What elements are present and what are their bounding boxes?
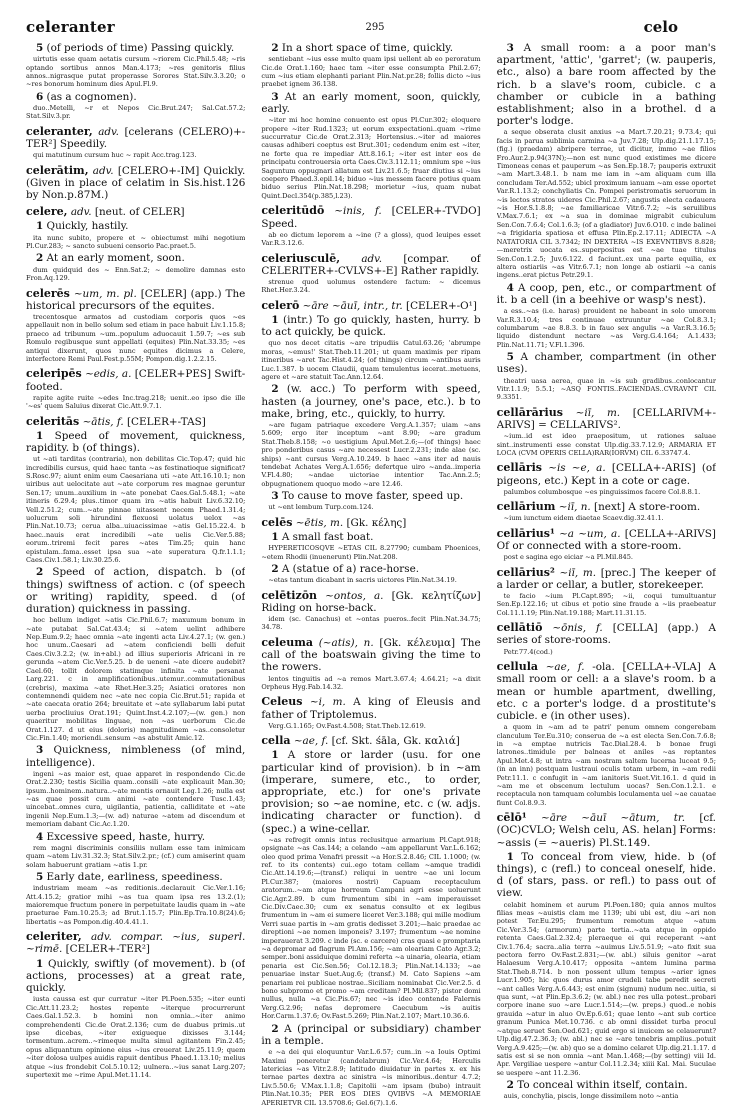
grammar-label: ~ōnis, f. (552, 622, 603, 635)
entry-head (261, 696, 480, 720)
citations: strenue quod uolumus ostendere factum: ~ dicemus Rhet.Her.3.24. (261, 277, 481, 295)
dictionary-entry (261, 300, 480, 512)
entry-head (497, 661, 716, 722)
dictionary-entry (26, 931, 245, 1079)
dictionary-entry (26, 206, 245, 282)
grammar-label: ~um, m. pl. (73, 287, 137, 300)
sense-definition (261, 314, 480, 338)
sense-text: A (principal or subsidiary) chamber in a temple. (261, 1022, 481, 1047)
citations: rapite agite ruite ~edes Inc.trag.218; uenit..eo ipso die ille '~es' quem Saluius dixerat Cic.Att.9.7.1. (26, 393, 246, 411)
citations: ~as refregit omnis intus reclusitque armarium Pl.Capt.918; opsignate ~as Cas.144; a celando ~am appellarunt Var.L.6.162; oleo quod prima Venafri pressit ~a Hor.S.2.8.46; CIL 1.1000; (w. ref. to its contents) cui..ego totam cellam ~amque tradidi Cic.Att.14.19.6;—(transf.) reliqui in uentre ~ae uni locum Pl.Cur.387; (maiores nostri) Capuam receptaculum aratorum..~am atque horreum Campani agri esse uoluerunt Cic.Agr.2.89. b cum frumentum sibi in ~am imperauisset Cic.Div.Caec.30; cum ex senatus consulto et ex legibus frumentum in ~am ei sumere liceret Ver.3.188; qui mille modium Verri suae partis in ~am gratis dedisset 3.201;—haic praedae ac direptioni ~ae nomen imponeis? 3.197; frumentum ~ae nomine imperauerat 3.209. c inde (sc. e carcere) cras quasi e promptaria ~a depromar ad flagrum Pl.Am.156; ~am oleariam Cato Agr.3.2; semper..boni assiduique domini referta ~a uinaria, olearia, etiam penaria est Cic.Sen.56; Col.12.18.3; Plin.Nat.14.133; ~ae penuariae instar Suet.Aug.6; (transf.) M. Cato Sapiens ~am penariam rei publicae nostrae..Siciliam nominabat Cic.Ver.2.5. d bono subpromo et promo ~am creditam? Pl.Mil.837; pistor domi nullus, nulla ~a Cic.Pis.67; nec ~is ideo contende Falernis Verg.G.2.96; nefas depromere Caecubum ~is auitis Hor.Carm.1.37.6; Ov.Fast.5.269; Plin.Nat.2.107; Mart.10.36.6. (261, 835, 481, 1021)
etymology-definition: [Gk. κελητίζων] Riding on horse-back. (261, 589, 481, 614)
citations: uirtutis esse quam aetatis cursum ~riorem Cic.Phil.5.48; ~ris optando sortibus annos Man.4.173; ~res genitoris filius annos..nigrasque putat properasse Sorores Stat.Silv.3.3.20; o ~res bonorum hominum dies Apul.Fl.9. (26, 55, 246, 89)
citations: Petr.77.4(cod.) (503, 647, 553, 656)
etymology-definition: [CELER+-TER²] (65, 943, 150, 956)
sense-number: 1 (271, 749, 279, 762)
etymology-definition: [CELER+-TAS] (127, 415, 206, 428)
sense-definition (26, 220, 245, 232)
grammar-label: (~atis), n. (318, 636, 374, 649)
citations: ~ium iunctum eidem diaetae Scaev.dig.32.41.1. (503, 514, 664, 523)
sense-text: To conceal within itself, contain. (517, 1079, 688, 1092)
etymology-definition: [prec.] The keeper of a larder or cellar, a butler, storekeeper. (496, 566, 716, 591)
entry-head (26, 288, 245, 312)
dictionary-entry (26, 416, 245, 927)
entry-head (261, 253, 480, 277)
headword: celeripēs (26, 367, 82, 381)
dictionary-entry (261, 696, 480, 730)
citations: ab eo dictum leporem a ~ine (? a gloss), quod leuipes esset Var.R.3.12.6. (261, 230, 481, 248)
entry-head (261, 205, 480, 229)
sense-text: A coop, pen, etc., or compartment of it. b a cell (in a beehive or wasp's nest). (496, 281, 716, 306)
dictionary-entry (497, 501, 716, 523)
entry-head (261, 517, 480, 529)
sense-definition (497, 1079, 716, 1091)
dictionary-entry (497, 462, 716, 496)
sense-definition (26, 958, 245, 995)
headword: celēs (261, 515, 293, 529)
etymology-definition: [CELER+-TVDO] Speed. (261, 205, 481, 230)
etymology-definition: [next] A store-room. (594, 501, 701, 514)
etymology-definition: [CELER+-O¹] (406, 299, 477, 312)
headword: cellāris (496, 461, 543, 475)
sense-definition (261, 749, 480, 834)
sense-number: 2 (271, 42, 279, 54)
grammar-label: adv. (361, 252, 383, 265)
sense-text: A chamber, compartment (in other uses). (496, 351, 716, 376)
sense-text: To cause to move faster, speed up. (281, 490, 464, 503)
sense-number: 2 (36, 566, 44, 579)
column-2 (261, 40, 480, 1112)
sense-definition (26, 744, 245, 768)
sense-definition (261, 42, 480, 54)
headword: cellula (496, 660, 539, 674)
dictionary-entry (26, 126, 245, 160)
headword: celeritās (26, 414, 80, 428)
sense-text: (as a cognomen). (46, 90, 137, 103)
grammar-label: ~āre ~āuī, intr., tr. (302, 299, 403, 312)
headword: cellārārius (496, 405, 563, 419)
grammar-label: adv. (70, 206, 92, 219)
sense-definition (26, 566, 245, 615)
citations: hoc bellum indiget ~atis Cic.Phil.6.7; maxumum bonum in ~ate putabat Sal.Cat.43.4; si ~atem uelint adhibere Nep.Eum.9.2; haec omnia ~ate ingenti acta Liv.4.27.1; (w. gen.) hoc unum..Caesari ad ~atem conficiendi belli defuit Caes.Civ.3.2.2; (w. in+abl.) ad illius superioris Africani in re gerunda ~atem Cic.Ver.5.25. b de ueneni ~ate dicere audebit? Cael.60; tollit dolorem statimque infinita ~ate persanat Larg.221. c in amplificationibus..utemur..commutationibus (crebris), maxima ~ate Rhet.Her.3.25; Asiatici oratores non contemnendi quidem nec ~ate nec copia Cic.Brut.51; rapida et ~ate caecata oratio 264; breuitate et ~ate syllabarum labi putat uerba procliuius Orat.191; Quint.Inst.4.2.107;—(w. gen.) non quaeritur mobilitas linguae, non ~as uerborum Cic.de Orat.1.127. d ut eius (doloris) magnitudinem ~as..consoletur Cic.Fin.1.40; moriendi..sensum ~as abstulit Amic.12. (26, 616, 246, 742)
sense-definition (497, 851, 716, 900)
etymology-definition: [CELLARIVM+-ARIVS] = CELLARIVS². (496, 406, 716, 431)
headword: celeriter, (26, 930, 82, 944)
headword: Celeus (261, 695, 303, 709)
sense-text: A small room: a a poor man's apartment, 'attic', 'garret'; (w. pauperis, etc., also) a bare room affected by the rich. b a slave's room, cubicle. c a chamber or cubicle in a bathing establishment; also in a brothel. d a porter's lodge. (496, 42, 716, 128)
entry-head (261, 300, 480, 312)
headword: celerātim, (26, 163, 89, 177)
sense-definition (497, 351, 716, 375)
citations: sentiebant ~ius esse multo quam ipsi uellent ab eo peroratum Cic.de Orat.1.160; haec tam ~iter esse consumpta Phil.2.67; cum ~ius etiam elephanti pariant Plin.Nat.pr.28; follis dicto ~ius praebet ignem 36.138. (261, 55, 481, 89)
dictionary-entry (261, 517, 480, 585)
sense-text: A (statue of a) race-horse. (281, 563, 420, 576)
sense-text: At an early moment, soon, quickly, early. (261, 90, 481, 116)
column-1 (26, 40, 245, 1112)
etymology-definition: [cf. (OC)CVLO; Welsh celu, AS. helan] Forms: ~assis (= ~aueris) Pl.St.149. (496, 812, 716, 849)
sense-text: Excessive speed, haste, hurry. (46, 830, 206, 843)
sense-text: (w. acc.) To perform with speed, hasten (a journey, one's pace, etc.). b to make, bring, etc., quickly, to hurry. (261, 383, 481, 420)
grammar-label: ~edis, a. (85, 368, 132, 381)
citations: e ~a dei qui eloquuntur Var.L.6.57; cum..in ~a Iouis Optimi Maximi poneretur (candelabrum) Cic.Ver.4.64; Herculis latericias ~as Vitr.2.8.9; latitudo diuidatur in partes x. ex his ternae partes dextra ac sinistra ~is minoribus..dentur 4.7.2; Liv.5.50.6; V.Max.1.1.8; Capitolii ~am ipsam (bubo) intrauit Plin.Nat.10.35; PER EOS DIES QVIBVS ~A MEMORIAE APERIETVR CIL 13.5708.6; Gel.6(7).1.6. (261, 1048, 481, 1107)
sense-text: Speed of movement, quickness, rapidity. b (of things). (26, 429, 246, 454)
citations: theatri uasa aerea, quae in ~is sub gradibus..conlocantur Vitr.1.1.9; 5.5.1; ~ASQ FONTIS..FACIENDAS..CVRAVNT CIL 9.3351. (496, 376, 716, 402)
entry-head (497, 462, 716, 486)
headword: cellārius¹ (496, 526, 555, 540)
citations: duo..Metelli, ~r et Nepos Cic.Brut.247; Sal.Cat.57.2; Stat.Silv.3.pr. (26, 104, 246, 121)
sense-text: (intr.) To go quickly, hasten, hurry. b to act quickly, be quick. (261, 313, 481, 339)
sense-definition (261, 563, 480, 575)
entry-head (261, 590, 480, 614)
citations: ut ~ent lembum Turp.com.124. (268, 503, 374, 512)
sense-number: 4 (36, 830, 44, 843)
headword: celerō (261, 298, 300, 312)
grammar-label: ~āre ~āuī ~ātum, tr. (540, 812, 686, 825)
sense-number: 5 (36, 42, 44, 54)
headword: cēlō¹ (496, 811, 527, 825)
grammar-label: ~iī, m. (559, 566, 597, 579)
citations: te facio ~ium Pl.Capt.895; ~ii, coqui tumultuantur Sen.Ep.122.16; ut cibus et potio sine fraude a ~iis praebeatur Col.11.1.19; Plin.Nat.19.188; Mart.11.31.15. (496, 592, 716, 617)
sense-number: 1 (36, 429, 44, 442)
sense-text: To conceal from view, hide. b (of things), c (refl.) to conceal oneself, hide. d (of stars, pass. or refl.) to pass out of view. (496, 850, 716, 900)
sense-text: In a short space of time, quickly. (281, 42, 454, 54)
entry-head (261, 637, 480, 674)
grammar-label: ~i, m. (309, 696, 346, 709)
grammar-label: adv. (92, 164, 114, 177)
dictionary-entry (497, 812, 716, 1101)
citations: ~iter mi hoc homine conuento est opus Pl.Cur.302; eloquere propere ~iter Rud.1323; ut eorum exspectationi..quam ~rime succurratur Cic.de Orat.2.313; Hortensius..~iter ad maiores causas adhiberi coeptus est Brut.301; cedendum enim est ~iter, ne forte qua re impediar Att.8.16.1; ~iter est inter eos de principatu controuersia orta Caes.Civ.3.112.11; omnium spe ~ius Saguntum oppugnari allatum est Liv.21.6.5; fruar diutius si ~ius coepero Phaed.3.epil.14; biduo ~ius messem facere potius quam biduo serius Plin.Nat.18.298; morietur ~ius, quam nubat Quint.Decl.354(p.385,l.23). (261, 116, 481, 200)
dictionary-entry (261, 205, 480, 247)
grammar-label: ~ontos, a. (325, 589, 384, 602)
citations: qui matutinum cursum huc ~ rapit Acc.trag.123. (33, 151, 197, 160)
entry-head (497, 407, 716, 431)
sense-definition (497, 282, 716, 306)
sense-number: 4 (506, 281, 514, 294)
sense-number: 2 (271, 1022, 279, 1035)
etymology-definition: [CELER+PES] Swift-footed. (26, 368, 246, 393)
grammar-label: ~ātis, f. (82, 415, 124, 428)
sense-text: (of periods of time) Passing quickly. (46, 42, 235, 54)
citations: HYPERETICOSQVE ~ETAS CIL 8.27790; cumbam Phoenices, ~etem Rhodii (inuenerunt) Plin.Nat.208. (261, 544, 481, 561)
citations: trecentosque armatos ad custodiam corporis quos ~es appellauit non in bello solum sed etiam in pace habuit Liv.1.15.8; praeco ad tribunum ~um..populum aduocauit 1.59.7; ~es sub Romulo regibusque sunt appellati (equites) Plin.Nat.33.35; ~es antiqui dixerunt, quos nunc equites dicimus a Celere, interfectore Remi Paul.Fest.p.55M; Pompon.dig.1.2.2.15. (26, 312, 246, 363)
guide-word-first: celeranter (26, 18, 115, 36)
headword: cella (261, 734, 291, 748)
dictionary-entry (261, 253, 480, 295)
grammar-label: ~iī, n. (558, 501, 591, 514)
entry-head (26, 931, 245, 955)
headword: celerēs (26, 286, 70, 300)
citations: a quom in ~am ad te patri' penum omnem congerebam clanculum Ter.Eu.310; conserua de ~a est electa Sen.Con.7.6.8; in ~a emptae nutricis Tac.Dial.28.4. b bonae frugi latrones..timidule per balneas et aniles ~as reptantes Apul.Met.4.8; ut intra ~am nostram saltem lucerna luceat 9.5; (in an inn) postquam lustraui oculis totam urbem, in ~am redii Petr.11.1. c confugit in ~am ianitoris Suet.Vit.16.1. d quid in ~am me et obscenum lectulum uocas? Sen.Con.1.2.1. e receptacula non tamquam columbis loculamenta uel ~ae cauatae fiunt Col.8.9.3. (496, 723, 716, 807)
running-head (0, 0, 750, 40)
headword: celeranter, (26, 124, 93, 138)
sense-number: 1 (506, 850, 514, 863)
dictionary-entry (497, 528, 716, 562)
sense-text: Early date, earliness, speediness. (46, 871, 223, 884)
headword: celeriusculē, (261, 251, 341, 265)
citations: ~ium..id est ideo praepositum, ut rationes saluae sint..instrumenti esse constat Ulp.dig.33.7.12.9; ARMARIA ET LOCA (CVM OPERIS CELLA)RAR(IORVM) CIL 6.33747.4. (496, 432, 716, 458)
citations: ~etas tantum dicabant in sacris uictores Plin.Nat.34.19. (268, 576, 457, 585)
grammar-label: ~ae, f. (545, 661, 585, 674)
entry-head (26, 206, 245, 218)
sense-definition (497, 42, 716, 127)
headword: cellārius² (496, 565, 555, 579)
guide-word-last: celo (643, 18, 678, 36)
dictionary-entry (26, 368, 245, 410)
dictionary-entry (26, 165, 245, 202)
etymology-definition: [Gk. κέλης] (346, 516, 407, 529)
sense-text: Speed of action, dispatch. b (of things) swiftness of action. c (of speech or writing) rapidity, speed. d (of duration) quickness in passing. (26, 566, 246, 616)
citations: palumbos columbosque ~es pinguissimos facere Col.8.8.1. (503, 487, 701, 496)
sense-number: 2 (506, 1079, 514, 1092)
entry-head (26, 165, 245, 202)
sense-text: Quickness, nimbleness (of mind, intelligence). (26, 744, 246, 769)
citations: ita nunc subito, propere et ~ obiectumst mihi negotium Pl.Cur.283; ~ sancto subueni censorio Pac.praet.5. (26, 233, 246, 251)
citations: auis, conchylia, piscis, longe dissimilem noto ~antia (503, 1092, 679, 1101)
dictionary-entry (261, 42, 480, 200)
sense-number: 2 (36, 252, 44, 265)
entry-head (497, 812, 716, 849)
sense-number: 6 (36, 90, 44, 103)
sense-number: 3 (36, 744, 44, 757)
grammar-label: ~inis, f. (334, 205, 382, 218)
sense-definition (261, 531, 480, 543)
dictionary-entry (261, 735, 480, 1107)
citations: idem (sc. Canachus) et ~ontas pueros..fecit Plin.Nat.34.75; 34.78. (261, 615, 481, 632)
citations: lentos tinguitis ad ~a remos Mart.3.67.4; 4.64.21; ~a dixit Orpheus Hyg.Fab.14.32. (261, 674, 481, 691)
sense-number: 1 (36, 957, 44, 970)
sense-number: 3 (506, 42, 514, 54)
entry-head (26, 416, 245, 428)
entry-head (497, 501, 716, 513)
sense-number: 3 (271, 490, 279, 503)
sense-definition (26, 430, 245, 454)
dictionary-entry (497, 407, 716, 458)
grammar-label: ~is ~e, a. (548, 462, 606, 475)
citations: iusta caussa est qur curratur ~iter Pl.Poen.535; ~iter eunti Cic.Att.11.23.2; hostes repente ~iterque procurrerunt Caes.Gal.1.52.3. b homini non omnia..~iter animo comprehendenti Cic.de Orat.2.136; cum de duabus primis..ut ipse dicebas, ~iter exigueque dixisses 3.144; tormentum..acrem..~rimeque multa simul agitantem Fin.2.45; opus aliquantum opinione eius ~ius creuerat Liv.25.11.9; quem ~iter dolosa uulpes auidis rapuit dentibus Phaed.1.13.10; melius atque ~ius frondebit Col.5.10.12; uulnera..~ius sanat Larg.207; supertexit me ~rime Apul.Met.11.14. (26, 995, 246, 1079)
etymology-definition: [CELER] (app.) The historical precursors of the equites. (26, 287, 246, 312)
dictionary-entry (26, 288, 245, 364)
sense-definition (261, 91, 480, 115)
headword: cellātiō (496, 621, 543, 635)
column-3 (497, 40, 716, 1112)
etymology-definition: [CELERO+-IM] Quickly. (Given in place of celatim in Sis.hist.126 by Non.p.87M.) (26, 164, 246, 202)
sense-definition (26, 252, 245, 264)
etymology-definition: -ola. [CELLA+-VLA] A small room or cell: a a slave's room. b a mean or humble apartment, dwelling, etc. c a porter's lodge. d a prostitute's cubicle. e (in other uses). (496, 661, 716, 722)
sense-definition (26, 42, 245, 54)
etymology-definition: [CELLA+-ARIS] (of pigeons, etc.) Kept in a cote or cage. (496, 462, 716, 487)
sense-text: At an early moment, soon. (46, 252, 185, 265)
citations: ~are fugam patriaque excedere Verg.A.1.357; uiam ~ans 5.609; ergo iter inceptum ~ant 8.90; ~are gradum Stat.Theb.8.158; ~o uestigium Apul.Met.2.6;—(of things) haec pro ponderibus casus ~are necessest Lucr.2.231; inde alae (sc. ships) ~ant cursus Verg.A.10.249. b haec ~ans iter ad nauis tendebat Achates Verg.A.1.656; defertque uiro ~anda..imperia V.Fl.4.80; ~andae uictoriae intentior Tac.Ann.2.5; obpugnationem quoquo modo ~are 12.46. (261, 420, 481, 488)
grammar-label: ~a ~um, a. (559, 527, 621, 540)
grammar-label: ~ae, f. (293, 735, 329, 748)
sense-definition (261, 1023, 480, 1047)
citations: rem magni discriminis consiliis nullam esse tam inimicam quam ~atem Liv.31.32.3; Stat.Silv.2.pr.; (cf.) cum amiserint quam solam habuerunt gratiam ~atis 1.pr. (26, 843, 246, 869)
dictionary-columns (26, 40, 716, 1112)
dictionary-entry (497, 661, 716, 807)
headword: celeritūdō (261, 204, 325, 218)
entry-head (26, 368, 245, 392)
grammar-label: ~iī, m. (575, 406, 621, 419)
etymology-definition: [CELLA] (app.) A series of store-rooms. (496, 622, 716, 647)
sense-text: A store or larder (usu. for one particular kind of provision). b in ~am (imperare, sumere, etc., to order, appropriate, etc.) for one's private provision; so ~ae nomine, etc. c (w. adjs. indicating character or function). d (spec.) a wine-cellar. (261, 749, 481, 835)
sense-number: 1 (36, 220, 44, 233)
dictionary-entry (497, 567, 716, 618)
sense-definition (26, 871, 245, 883)
etymology-definition: [celerans (CELERO)+-TER²] Speedily. (26, 125, 246, 151)
etymology-definition: [cf. Skt. śāla, Gk. καλιά] (331, 735, 460, 748)
headword: celētizōn (261, 588, 318, 602)
citations: dum quidquid des ~ Enn.Sat.2; ~ demolire damnas esto Fron.Aq.129. (26, 265, 246, 283)
citations: ingeni ~as maior est, quae apparet in respondendo Cic.de Orat.2.230; testis Sicilia quam..consili ~ate explicauit Man.30; ipsum..hominem..natura..~ate mentis ornauit Leg.1.26; nulla est ~as quae possit cum animi ~ate contendere Tusc.1.43; uincebat..omnes cura, uigilantia, patientia, calliditate et ~ate ingenii Nep.Eum.1.3;—(w. ad) naturae ~atem ad discendum et memoriam dabant Cic.Ac.1.20. (26, 769, 246, 829)
etymology-definition: [compar. of CELERITER+-CVLVS+-E] Rather rapidly. (261, 252, 481, 277)
entry-head (497, 528, 716, 552)
citations: Verg.G.1.165; Ov.Fast.4.508; Stat.Theb.12.619. (268, 721, 426, 730)
grammar-label: ~ētis, m. (295, 516, 344, 529)
entry-head (497, 622, 716, 646)
etymology-definition: [neut. of CELER] (94, 206, 185, 219)
sense-text: A small fast boat. (281, 531, 374, 544)
citations: ut ~ati tarditas (contraria), non debilitas Cic.Top.47; quid hic incredibilis cursus, quid haec tanta ~as festinatioque significat? S.Rosc.97; aiunt enim eum Caesariana uti ~ate Att.16.10.1; non uiribus aut uelocitate aut ~ate corporum res magnae geruntur Sen.17; unum..auxilium in ~ate ponebat Caes.Gal.5.48.1; ~ate itineris 6.29.4; plus..timor quam ira ~atis habuit Liv.6.32.10; Vell.2.51.2; cum..~ate pinnae uitassent necem Phaed.1.31.4; uolucrum soli hirundini flexuosi uolatus uelox ~as Plin.Nat.10.73; ceruа alba..uiuacissimae ~atis Gel.15.22.4. b haec..nauis erat incredibili ~ate uelis Cic.Ver.5.88; eorum..triremi fecit pares ~ates Tim.25; quin hanc epistulam..fama..esset ipsa sua ~ate superatura Q.fr.1.1.1; Caes.Civ.1.58.1; Liv.30.25.6. (26, 455, 246, 565)
page-number: 295 (365, 22, 385, 33)
citations: quo nos decet citatis ~are tripudiis Catul.63.26; 'abrumpe moras, ~emus!' Stat.Theb.11.201; ut quam maximis per ripam itineribus ~aret Tac.Hist.4.24; (of things) circum ~antibus auris Luc.1.387. b uocem Claudii, quam temulentus iecerat..metuens, agere et ~are statuit Tac.Ann.12.64. (261, 339, 481, 381)
sense-number: 2 (271, 563, 279, 576)
sense-number: 5 (506, 351, 514, 364)
dictionary-entry (497, 622, 716, 656)
sense-number: 3 (271, 90, 279, 103)
dictionary-entry (261, 590, 480, 632)
grammar-label: adv. compar. ~ius, superl. ~rimē. (26, 931, 246, 956)
sense-definition (261, 383, 480, 420)
sense-number: 1 (271, 531, 279, 544)
citations: celabit hominem et aurum Pl.Poen.180; quia annos multos filias meas ~auistis clam me 1139; ubi ubi est, diu ~ari non potest Ter.Eu.295; frumentum remotum atque ~atum Cic.Ver.3.54; (armorum) parte tertia..~ata atque in oppido retenta Caes.Gal.2.32.4; pleraeque ei qui receperant ~ant Civ.1.76.4; sacra..alia terra ~auimus Liv.5.51.9; ~ato fixit sua pectora ferro Ov.Fast.2.831;—(w. abl.) siluis genitor ~arat Halaesum Verg.A.10.417; opposita ~antem lumina parma Stat.Theb.8.714. b non possent ullum tempus ~arier ignes Lucr.1.905; hic quos durus amor crudeli tabe peredit secreti ~ant calles Verg.A.6.443; est enim (signum) nudum nec..uitia, si qua sunt, ~at Plin.Ep.3.6.2; (w. abl.) nec res ulla potest..probari corpore inane suo ~are Lucr.1.514;—(w. preps.) quod..e nobis grauida ~atur in aluo Ov.Ep.6.61; quae lento ~ant sub cortice granum Punica Met.10.736. c ab omni dissidet turba procul ~atque seruet Sen.Oed.621; quid ergo si inuicem se celauerunt? Ulp.dig.47.2.36.3; (w. abl.) nec se ~are tenebris amplius..potuit Verg.A.9.425;—(w. ab) quo se a domino celaret Ulp.dig.21.1.17. d satis est si se non omnia ~ant Man.1.468;—(by setting) viii Id. Apr. Vergiliae uespere ~antur Col.11.2.34; xiiii Kal. Mai. Suculae se uespere ~ant 11.2.36. (496, 900, 716, 1077)
entry-head (497, 567, 716, 591)
sense-number: 5 (36, 871, 44, 884)
sense-number: 1 (271, 313, 279, 326)
dictionary-entry (261, 637, 480, 691)
dictionary-entry (26, 42, 245, 121)
entry-head (26, 126, 245, 150)
sense-text: Quickly, swiftly (of movement). b (of actions, processes) at a great rate, quickly. (26, 957, 246, 995)
headword: celere, (26, 205, 68, 219)
sense-text: Quickly, hastily. (46, 220, 129, 233)
citations: industriam meam ~as reditionis..declarauit Cic.Ver.1.16; Att.4.15.2; gratior mihi ~as tua quam ipsa res 13.2.(1); maioremque fructum ponere in perpetuitate laudis quam in ~ate praeturae Fam.10.25.3; ad Brut.1.15.7; Plin.Ep.Tra.10.8(24).6; libertatis ~as Pompon.dig.40.4.41.1. (26, 884, 246, 926)
sense-number: 2 (271, 383, 279, 396)
sense-definition (261, 490, 480, 502)
citations: a ess..~as (i.e. haras) prouident ne habeant in solo umorem Var.R.3.10.4; tres continuae extruuntur ~ae Col.8.3.1; columbarum ~ae 8.8.3. b in fauo sex angulis ~a Var.R.3.16.5; liquido distendunt nectare ~as Verg.G.4.164; A.1.433; Plin.Nat.11.71; V.Fl.1.396. (496, 307, 716, 349)
etymology-definition: [CELLA+-ARIVS] Of or connected with a store-room. (496, 527, 716, 553)
sense-definition (26, 91, 245, 103)
sense-definition (26, 831, 245, 843)
grammar-label: adv. (98, 125, 119, 138)
headword: celeuma (261, 635, 313, 649)
citations: post e sagina ego eiciar ~a Pl.Mil.845. (503, 553, 634, 562)
etymology-definition: A king of Eleusis and father of Triptolemus. (261, 696, 481, 721)
citations: a seque obserata clusit anxius ~a Mart.7.20.21; 9.73.4; qui facis in parua sublimia carmina ~a Juv.7.28; Ulp.dig.21.1.17.15; (fig.) (praedam) abripere terrae, ut dicitur, immo ~ae filios Fro.Aur.2.p.94(37N);—non est nunc quod existimes me dicere Timoneas cenas et pauperum ~as Sen.Ep.18.7; pauperis extruxit ~am Mart.3.48.1. b nam me iam in ~am aliquam cum illa concludam Ter.Ad.552; ubicl proximum ianuam ~am esse oportet Var.R.1.13.2; conchyliatis Cn. Pompei peristromatis seruorum in ~is lectos stratos uideres Cic.Phil.2.67; angustis electa cadauera ~is Hor.S.1.8.8; ~ae familiaricae Vitr.6.7.2; ~is seruilibus V.Max.7.6.1; ex ~a sua in dominae migrabit cubiculum Sen.Con.7.6.4; Col.1.6.3; (of a gladiator) Juv.6.O10. c inde balinei ~a frigidaria spatiosa et effusa Plin.Ep.2.17.11; ADIECTA ~A NATATORIA CIL 3.7342; IN DEXTERA ~IS EXEVNTIBVS 8.828;—meretrix uocata es..superpositus est ~ae tuae titulus Sen.Con.1.2.5; Juv.6.122. d faciunt..ex una parte equilia, ex altera ostiariis ~as Vitr.6.7.1; non longe ab ostiarii ~a canis ingens..erat pictus Petr.29.1. (496, 128, 716, 280)
entry-head (261, 735, 480, 747)
dictionary-entry (497, 42, 716, 402)
headword: cellārium (496, 500, 556, 514)
etymology-definition: [Gk. κέλευμα] The call of the boatswain giving the time to the rowers. (261, 636, 481, 674)
